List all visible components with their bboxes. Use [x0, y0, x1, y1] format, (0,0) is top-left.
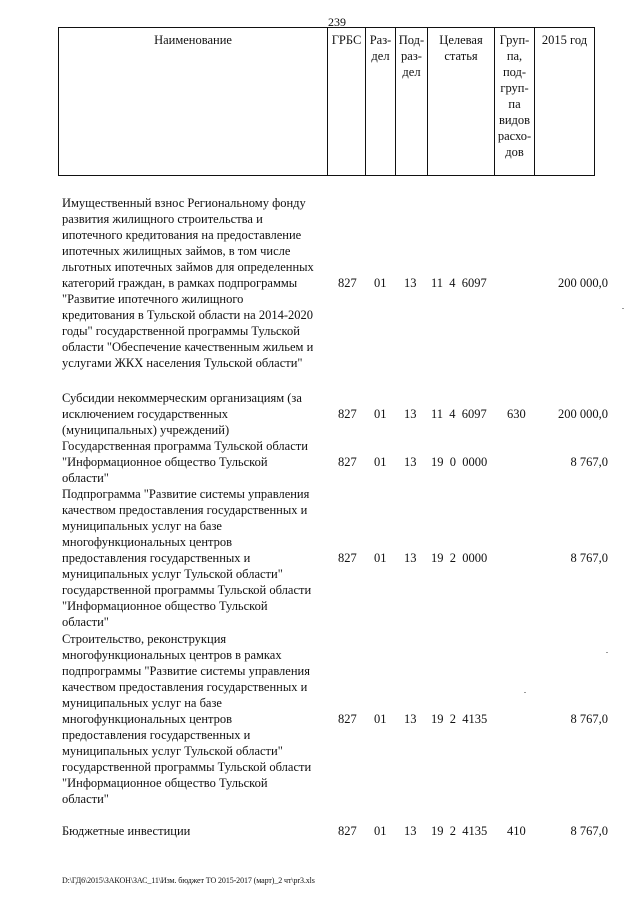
- row-name: Строительство, реконструкция многофункциональных центров в рамках подпрограммы "Развитие системы управления качеством предоставления государственных и муниципальных услуг на базе многофункциональных центров предоставления государственных и муниципальных услуг Тульской области" государственной программы Тульской области "Информационное общество Тульской области": [62, 632, 312, 806]
- scan-speck: [622, 308, 624, 309]
- row-target: 19 2 4135: [431, 712, 488, 726]
- row-razdel: 01: [374, 551, 387, 565]
- row-amount: 8 767,0: [570, 551, 608, 565]
- row-amount: 8 767,0: [570, 824, 608, 838]
- row-podrazdel: 13: [404, 551, 417, 565]
- row-target: 11 4 6097: [431, 407, 487, 421]
- row-razdel: 01: [374, 276, 387, 290]
- row-razdel: 01: [374, 824, 387, 838]
- row-grbs: 827: [338, 712, 357, 726]
- row-grbs: 827: [338, 407, 357, 421]
- row-podrazdel: 13: [404, 407, 417, 421]
- row-target: 19 0 0000: [431, 455, 488, 469]
- scan-speck: [606, 652, 608, 653]
- row-amount: 200 000,0: [558, 407, 608, 421]
- file-path-footer: D:\ГД6\2015\ЗАКОН\ЗАС_11\Изм. бюджет ТО 2015-2017 (март)_2 чт\pr3.xls: [62, 876, 315, 885]
- row-podrazdel: 13: [404, 455, 417, 469]
- row-podrazdel: 13: [404, 276, 417, 290]
- row-amount: 200 000,0: [558, 276, 608, 290]
- row-grbs: 827: [338, 551, 357, 565]
- row-grbs: 827: [338, 276, 357, 290]
- row-grbs: 827: [338, 455, 357, 469]
- row-razdel: 01: [374, 455, 387, 469]
- header-grbs: ГРБС: [327, 28, 365, 175]
- row-group: 630: [507, 407, 526, 421]
- row-grbs: 827: [338, 824, 357, 838]
- row-target: 19 2 0000: [431, 551, 488, 565]
- row-name: Имущественный взнос Региональному фонду развития жилищного строительства и ипотечного кредитования на предоставление ипотечных жилищных займов, в том числе льготных ипотечных займов для определенных категорий граждан, в рамках подпрограммы "Развитие ипотечного жилищного кредитования в Тульской области на 2014-2020 годы" государственной программы Тульской области "Обеспечение качественным жильем и услугами ЖКХ населения Тульской области": [62, 196, 314, 370]
- header-razdel: Раз- дел: [365, 28, 395, 175]
- row-name: Субсидии некоммерческим организациям (за исключением государственных (муниципальных) учреждений): [62, 391, 302, 437]
- row-razdel: 01: [374, 712, 387, 726]
- header-target: Целевая статья: [427, 28, 494, 175]
- row-podrazdel: 13: [404, 712, 417, 726]
- scan-speck: [524, 692, 526, 693]
- row-name: Государственная программа Тульской области "Информационное общество Тульской области": [62, 439, 308, 485]
- row-razdel: 01: [374, 407, 387, 421]
- header-podrazdel: Под- раз- дел: [395, 28, 427, 175]
- table-header: [58, 27, 595, 176]
- row-target: 19 2 4135: [431, 824, 488, 838]
- page-number: 239: [328, 15, 346, 29]
- header-name: Наименование: [154, 33, 232, 47]
- row-name: Бюджетные инвестиции: [62, 824, 191, 838]
- header-year: 2015 год: [534, 28, 594, 175]
- row-group: 410: [507, 824, 526, 838]
- row-podrazdel: 13: [404, 824, 417, 838]
- row-amount: 8 767,0: [570, 712, 608, 726]
- row-target: 11 4 6097: [431, 276, 487, 290]
- row-amount: 8 767,0: [570, 455, 608, 469]
- header-group: Груп- па, под- груп- па видов расхо- дов: [494, 28, 534, 175]
- row-name: Подпрограмма "Развитие системы управления качеством предоставления государственных и муниципальных услуг на базе многофункциональных центров предоставления государственных и муниципальных услуг Тульской области" государственной программы Тульской области "Информационное общество Тульской области": [62, 487, 312, 629]
